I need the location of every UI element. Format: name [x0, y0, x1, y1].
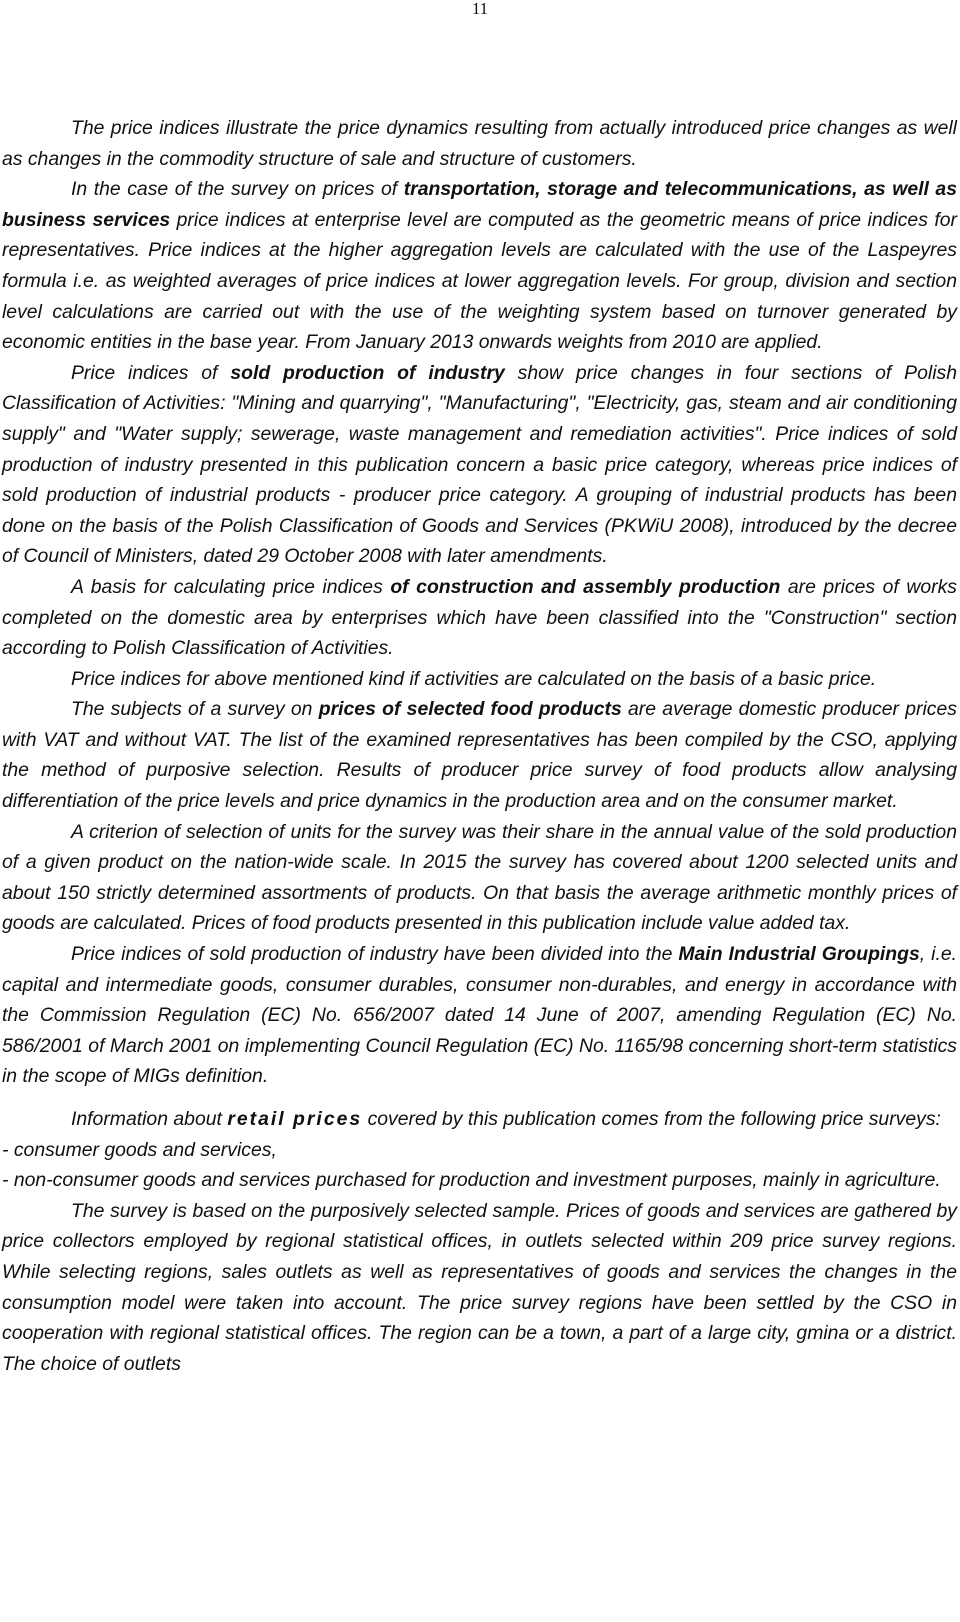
page-number: 11: [471, 0, 489, 18]
document-body: [2, 113, 957, 1379]
price-survey-list: [2, 1135, 957, 1196]
list-item: - consumer goods and services,: [2, 1138, 277, 1161]
bold-term: transportation, storage and telecommunications, as well as business services: [2, 178, 957, 231]
bold-term: of construction and assembly production: [390, 575, 781, 598]
bold-term: sold production of industry: [230, 361, 505, 384]
paragraph-basic-price: Price indices for above mentioned kind if activities are calculated on the basis of a basic price.: [71, 667, 877, 690]
paragraph-food-products: The subjects of a survey on prices of selected food products are average domestic producer prices with VAT and without VAT. The list of the examined representatives has been compiled by the CSO, applying the method of purposive selection. Results of producer price survey of food products allow analysing differentiation of the price levels and price dynamics in the production area and on the consumer market.: [2, 698, 957, 813]
paragraph-construction-assembly: A basis for calculating price indices of construction and assembly production are prices of works completed on the domestic area by enterprises which have been classified into the "Construction" section according to Polish Classification of Activities.: [2, 575, 957, 660]
paragraph-sold-production-industry: Price indices of sold production of industry show price changes in four sections of Polish Classification of Activities: "Mining and quarrying", "Manufacturing", "Electricity, gas, steam and air conditioning supply" and "Water supply; sewerage, waste management and remediation activities". Price indices of sold production of industry presented in this publication concern a basic price category, whereas price indices of sold production of industrial products - producer price category. A grouping of industrial products has been done on the basis of the Polish Classification of Goods and Services (PKWiU 2008), introduced by the decree of Council of Ministers, dated 29 October 2008 with later amendments.: [2, 361, 957, 568]
paragraph-main-industrial-groupings: Price indices of sold production of industry have been divided into the Main Industrial Groupings, i.e. capital and intermediate goods, consumer durables, consumer non-durables, and energy in accordance with the Commission Regulation (EC) No. 656/2007 dated 14 June of 2007, amending Regulation (EC) No. 586/2001 of March 2001 on implementing Council Regulation (EC) No. 1165/98 concerning short-term statistics in the scope of MIGs definition.: [2, 943, 958, 1088]
bold-term: Main Industrial Groupings: [678, 943, 920, 966]
list-item: - non-consumer goods and services purchased for production and investment purposes, mainly in agriculture.: [2, 1169, 941, 1192]
paragraph-selection-criterion: A criterion of selection of units for the survey was their share in the annual value of the sold production of a given product on the nation-wide scale. In 2015 the survey has covered about 1200 selected units and about 150 strictly determined assortments of products. On that basis the average arithmetic monthly prices of goods are calculated. Prices of food products presented in this publication include value added tax.: [2, 820, 957, 935]
bold-term: prices of selected food products: [318, 698, 622, 721]
paragraph-survey-sample: The survey is based on the purposively selected sample. Prices of goods and services are gathered by price collectors employed by regional statistical offices, in outlets selected within 209 price survey regions. While selecting regions, sales outlets as well as representatives of goods and services the changes in the consumption model were taken into account. The price survey regions have been settled by the CSO in cooperation with regional statistical offices. The region can be a town, a part of a large city, gmina or a district. The choice of outlets: [2, 1199, 957, 1375]
paragraph-price-indices-intro: The price indices illustrate the price dynamics resulting from actually introduced price changes as well as changes in the commodity structure of sale and structure of customers.: [2, 117, 957, 170]
paragraph-transportation-services: In the case of the survey on prices of transportation, storage and telecommunications, as well as business services price indices at enterprise level are computed as the geometric means of price indices for representatives. Price indices at the higher aggregation levels are calculated with the use of the Laspeyres formula i.e. as weighted averages of price indices at lower aggregation levels. For group, division and section level calculations are carried out with the use of the weighting system based on turnover generated by economic entities in the base year. From January 2013 onwards weights from 2010 are applied.: [2, 178, 957, 354]
bold-term: retail prices: [227, 1108, 363, 1130]
paragraph-retail-prices: Information about retail prices covered by this publication comes from the following price surveys:: [71, 1108, 941, 1130]
